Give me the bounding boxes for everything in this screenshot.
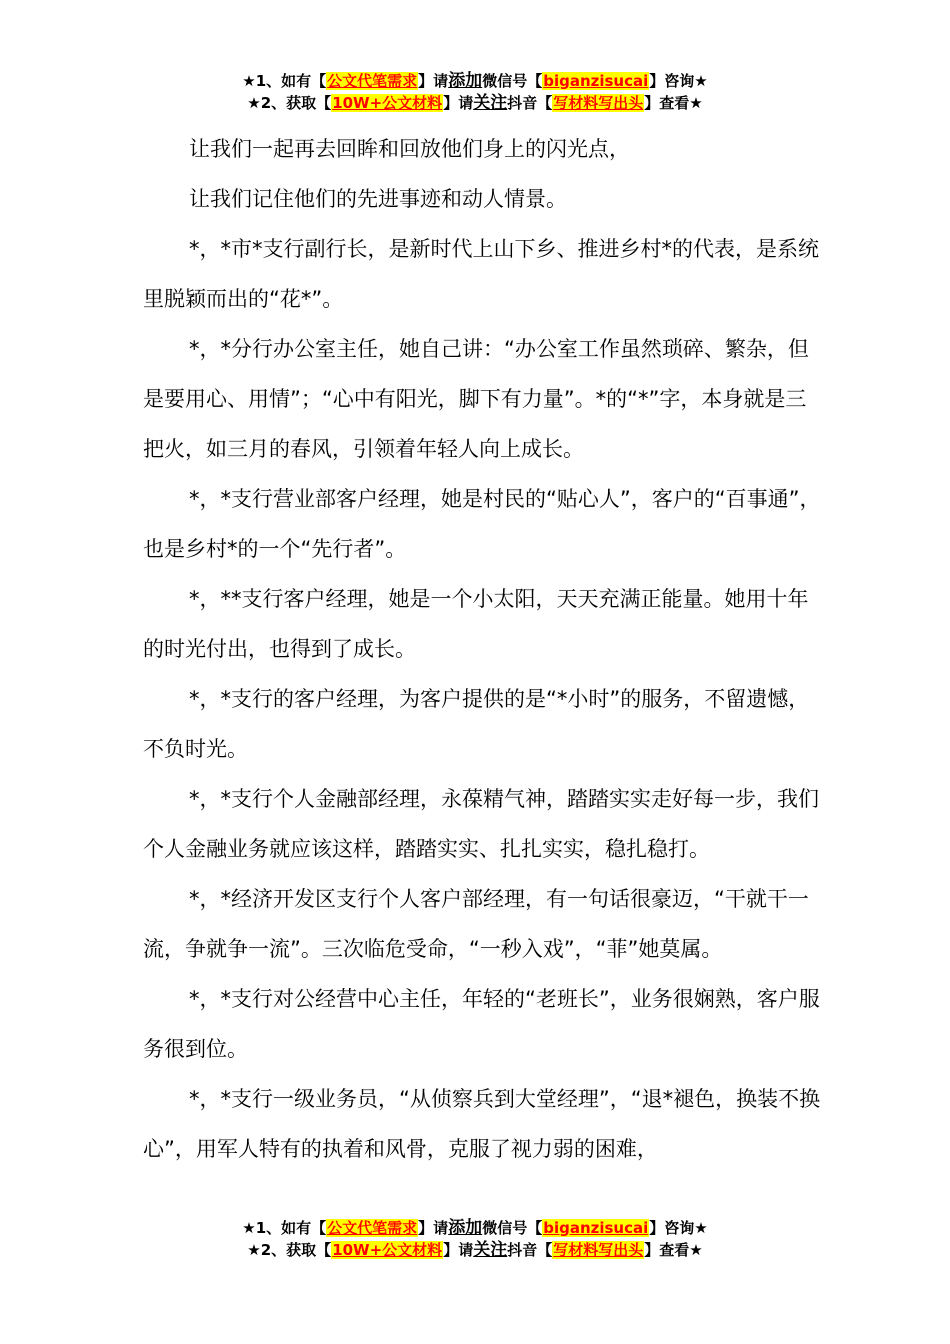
wechat-id: biganzisucai (543, 1219, 649, 1237)
paragraph: *，*支行对公经营中心主任，年轻的“老班长”，业务很娴熟，客户服务很到位。 (143, 987, 820, 1061)
paragraph: *，*支行一级业务员，“从侦察兵到大堂经理”，“退*褪色，换装不换心”，用军人特有的执着和风骨，克服了视力弱的困难， (143, 1087, 821, 1161)
paragraph: 让我们一起再去回眸和回放他们身上的闪光点， (189, 137, 630, 161)
header-line-2: ★2、获取【10W+公文材料】请关注抖音【写材料写出头】查看★ (247, 93, 703, 113)
document-body (143, 124, 823, 1174)
wechat-id: biganzisucai (543, 72, 649, 90)
paragraph: *，*支行的客户经理，为客户提供的是“*小时”的服务，不留遗憾，不负时光。 (143, 687, 810, 761)
highlight-service: 公文代笔需求 (327, 72, 418, 90)
paragraph: *，**支行客户经理，她是一个小太阳，天天充满正能量。她用十年的时光付出，也得到了成长。 (143, 587, 809, 661)
paragraph: *，*市*支行副行长，是新时代上山下乡、推进乡村*的代表，是系统里脱颖而出的“花*”。 (143, 237, 819, 311)
paragraph: *，*支行个人金融部经理，永葆精气神，踏踏实实走好每一步，我们个人金融业务就应该这样，踏踏实实、扎扎实实，稳扎稳打。 (143, 787, 819, 861)
underline-follow: 关注 (473, 93, 508, 113)
footer-line-1: ★1、如有【公文代笔需求】请添加微信号【biganzisucai】咨询★ (242, 1218, 708, 1238)
douyin-id: 写材料写出头 (553, 94, 644, 112)
underline-follow: 关注 (473, 1240, 508, 1260)
underline-add: 添加 (448, 71, 483, 91)
underline-add: 添加 (448, 1218, 483, 1238)
highlight-materials: 10W+公文材料 (332, 94, 443, 112)
header-line-1: ★1、如有【公文代笔需求】请添加微信号【biganzisucai】咨询★ (242, 71, 708, 91)
paragraph: *，*分行办公室主任，她自己讲：“办公室工作虽然琐碎、繁杂，但是要用心、用情”；“心中有阳光，脚下有力量”。*的“*”字，本身就是三把火，如三月的春风，引领着年轻人向上成长。 (143, 337, 809, 461)
paragraph: 让我们记住他们的先进事迹和动人情景。 (189, 187, 567, 211)
footer-banner (0, 1217, 950, 1261)
douyin-id: 写材料写出头 (553, 1241, 644, 1259)
paragraph: *，*支行营业部客户经理，她是村民的“贴心人”，客户的“百事通”，也是乡村*的一个“先行者”。 (143, 487, 821, 561)
header-banner (0, 70, 950, 114)
footer-line-2: ★2、获取【10W+公文材料】请关注抖音【写材料写出头】查看★ (247, 1240, 703, 1260)
paragraph: *，*经济开发区支行个人客户部经理，有一句话很豪迈，“干就干一流，争就争一流”。三次临危受命，“一秒入戏”，“菲”她莫属。 (143, 887, 809, 961)
highlight-materials: 10W+公文材料 (332, 1241, 443, 1259)
highlight-service: 公文代笔需求 (327, 1219, 418, 1237)
